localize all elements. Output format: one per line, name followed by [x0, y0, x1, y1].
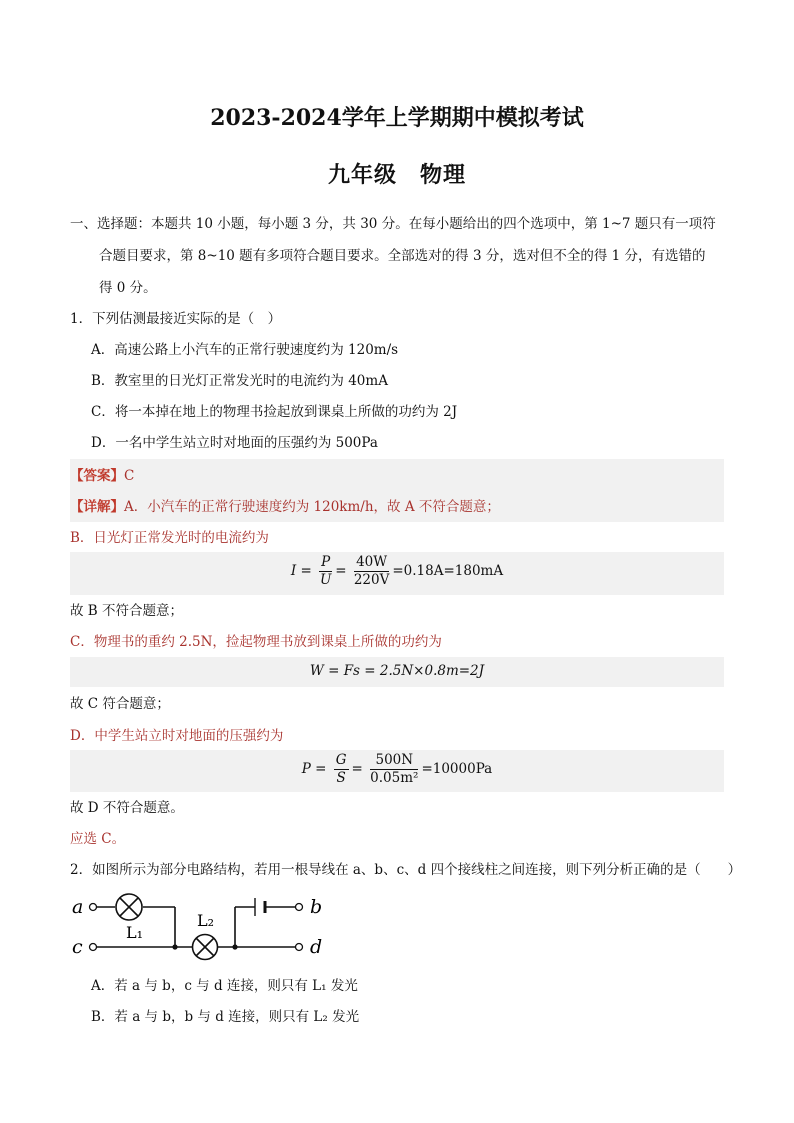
section-instruction-line3: 得 0 分。 — [99, 280, 157, 296]
eq-d-frac2 — [370, 752, 418, 787]
answer-bar — [70, 459, 724, 492]
label-l2: L₂ — [197, 911, 215, 930]
q1-option-b: B．教室里的日光灯正常发光时的电流约为 40mA — [91, 373, 388, 389]
eq-d-eq: = — [351, 761, 363, 777]
detail-c-text: C．物理书的重约 2.5N，捡起物理书放到课桌上所做的功约为 — [70, 634, 442, 650]
equation-d — [70, 752, 724, 787]
q2-option-a: A．若 a 与 b，c 与 d 连接，则只有 L₁ 发光 — [91, 978, 358, 994]
eq-d-rest: =10000Pa — [421, 761, 493, 777]
section-instruction-line2: 合题目要求，第 8~10 题有多项符合题目要求。全部选对的得 3 分，选对但不全的得 1 分，有选错的 — [99, 248, 706, 264]
q1-stem: 1．下列估测最接近实际的是（ ） — [70, 311, 282, 327]
subject-title: 九年级 物理 — [327, 162, 466, 188]
conclusion-b: 故 B 不符合题意； — [70, 603, 184, 619]
eq-d-den2: 0.05m² — [370, 770, 419, 786]
eq-b-num2: 40W — [354, 554, 390, 572]
final-answer: 应选 C。 — [70, 831, 126, 847]
detail-b-text: B．日光灯正常发光时的电流约为 — [70, 530, 269, 546]
answer-line — [70, 466, 134, 486]
junction-dot-left — [172, 944, 177, 949]
lamp-l2-icon — [193, 935, 218, 960]
eq-b-rest: =0.18A=180mA — [392, 563, 504, 579]
q2-stem: 2．如图所示为部分电路结构，若用一根导线在 a、b、c、d 四个接线柱之间连接，则下列分析正确的是（ ） — [70, 862, 742, 878]
eq-d-frac1 — [334, 752, 349, 787]
answer-value: C — [124, 468, 135, 484]
junction-dot-right — [232, 944, 237, 949]
equation-d-bar — [70, 750, 724, 792]
section-instruction-line1: 一、选择题：本题共 10 小题，每小题 3 分，共 30 分。在每小题给出的四个选项中，第 1~7 题只有一项符 — [70, 216, 716, 232]
eq-b-lhs: I = — [290, 563, 312, 579]
detail-label: 【详解】 — [70, 499, 124, 515]
lamp-l1-icon — [116, 894, 142, 920]
detail-line-a — [70, 497, 500, 517]
eq-b-den1: U — [319, 572, 332, 588]
eq-b-frac1 — [319, 554, 332, 589]
equation-c: W = Fs = 2.5N×0.8m=2J — [309, 663, 485, 679]
circuit-diagram — [68, 886, 338, 966]
exam-title: 2023-2024学年上学期期中模拟考试 — [210, 105, 584, 131]
eq-d-lhs: P = — [301, 761, 327, 777]
terminal-d — [296, 944, 303, 951]
eq-b-num1: P — [321, 554, 331, 570]
eq-d-den1: S — [336, 770, 346, 786]
q2-option-b: B．若 a 与 b，b 与 d 连接，则只有 L₂ 发光 — [91, 1009, 360, 1025]
label-d: d — [310, 936, 323, 958]
conclusion-c: 故 C 符合题意； — [70, 696, 170, 712]
eq-d-num1: G — [335, 752, 347, 768]
q1-option-d: D．一名中学生站立时对地面的压强约为 500Pa — [91, 435, 378, 451]
label-c: c — [72, 936, 83, 958]
q1-option-c: C．将一本掉在地上的物理书捡起放到课桌上所做的功约为 2J — [91, 404, 458, 420]
answer-label: 【答案】 — [70, 468, 124, 484]
detail-bar — [70, 492, 724, 522]
equation-c-bar — [70, 657, 724, 687]
eq-b-eq: = — [335, 563, 347, 579]
q1-option-a: A．高速公路上小汽车的正常行驶速度约为 120m/s — [91, 342, 399, 358]
terminal-b — [296, 904, 303, 911]
label-b: b — [310, 896, 323, 918]
equation-b-bar — [70, 552, 724, 595]
terminal-a — [90, 904, 97, 911]
eq-d-num2: 500N — [370, 752, 418, 770]
conclusion-d: 故 D 不符合题意。 — [70, 800, 184, 816]
label-a: a — [72, 896, 84, 918]
eq-b-frac2 — [354, 554, 390, 589]
equation-b — [70, 554, 724, 589]
terminal-c — [90, 944, 97, 951]
detail-d-text: D．中学生站立时对地面的压强约为 — [70, 728, 284, 744]
eq-b-den2: 220V — [353, 572, 390, 588]
label-l1: L₁ — [126, 923, 144, 942]
detail-a-text: A．小汽车的正常行驶速度约为 120km/h，故 A 不符合题意； — [124, 499, 500, 515]
